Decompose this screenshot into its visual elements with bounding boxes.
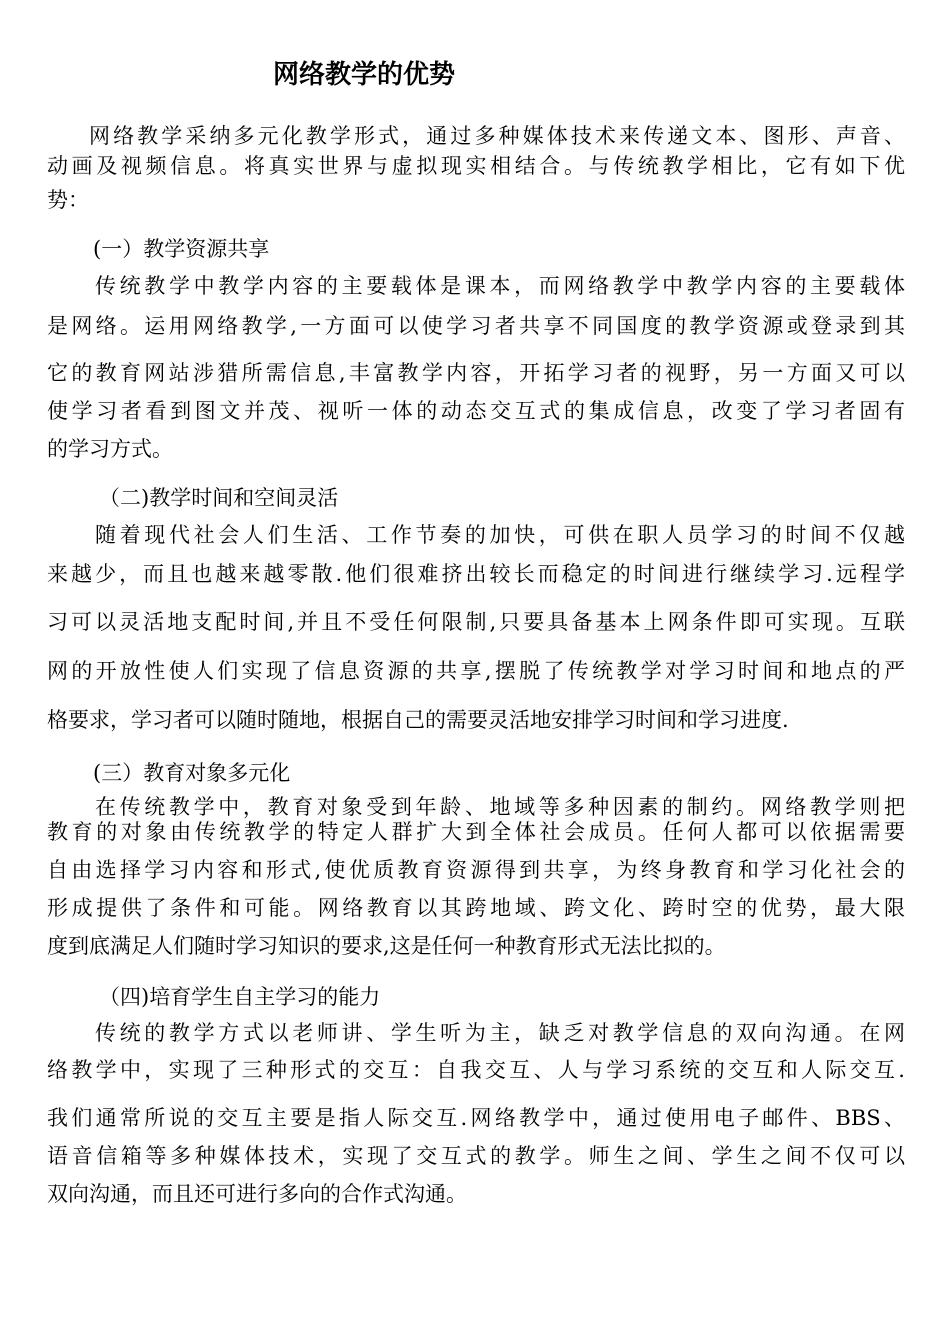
text-line: 它的教育网站涉猎所需信息,丰富教学内容，开拓学习者的视野，另一方面又可以 <box>47 361 905 385</box>
text-line: 度到底满足人们随时学习知识的要求,这是任何一种教育形式无法比拟的。 <box>47 934 726 958</box>
text-line: 传统的教学方式以老师讲、学生听为主，缺乏对教学信息的双向沟通。在网 <box>95 1021 905 1045</box>
text-line: 势： <box>47 188 89 212</box>
text-line: 络教学中，实现了三种形式的交互：自我交互、人与学习系统的交互和人际交互. <box>47 1058 905 1082</box>
page-title: 网络教学的优势 <box>273 60 456 90</box>
text-line: 习可以灵活地支配时间,并且不受任何限制,只要具备基本上网条件即可实现。互联 <box>47 610 905 634</box>
section-heading: （二)教学时间和空间灵活 <box>99 486 339 510</box>
text-line: 是网络。运用网络教学,一方面可以使学习者共享不同国度的教学资源或登录到其 <box>47 314 905 338</box>
text-line: 自由选择学习内容和形式,使优质教育资源得到共享，为终身教育和学习化社会的 <box>47 858 905 882</box>
text-line: 格要求，学习者可以随时随地，根据自己的需要灵活地安排学习时间和学习进度. <box>47 708 789 732</box>
text-line: 动画及视频信息。将真实世界与虚拟现实相结合。与传统教学相比，它有如下优 <box>47 154 905 178</box>
text-line: 我们通常所说的交互主要是指人际交互.网络教学中，通过使用电子邮件、BBS、 <box>47 1106 905 1130</box>
text-line: 语音信箱等多种媒体技术，实现了交互式的教学。师生之间、学生之间不仅可以 <box>47 1144 905 1168</box>
text-line: 双向沟通，而且还可进行多向的合作式沟通。 <box>47 1182 467 1206</box>
text-line: 随着现代社会人们生活、工作节奏的加快，可供在职人员学习的时间不仅越 <box>95 523 905 547</box>
text-line: 网络教学采纳多元化教学形式，通过多种媒体技术来传递文本、图形、声音、 <box>89 124 905 148</box>
text-line: 传统教学中教学内容的主要载体是课本，而网络教学中教学内容的主要载体 <box>95 274 905 298</box>
text-line: 的学习方式。 <box>47 437 173 461</box>
section-heading: (一）教学资源共享 <box>93 237 270 261</box>
section-heading: (三）教育对象多元化 <box>93 761 291 785</box>
text-line: 网的开放性使人们实现了信息资源的共享,摆脱了传统教学对学习时间和地点的严 <box>47 659 905 683</box>
section-heading: （四)培育学生自主学习的能力 <box>99 985 381 1009</box>
text-line: 使学习者看到图文并茂、视听一体的动态交互式的集成信息，改变了学习者固有 <box>47 399 905 423</box>
text-line: 来越少，而且也越来越零散.他们很难挤出较长而稳定的时间进行继续学习.远程学 <box>47 562 905 586</box>
text-line: 教育的对象由传统教学的特定人群扩大到全体社会成员。任何人都可以依据需要 <box>47 820 905 844</box>
text-line: 在传统教学中，教育对象受到年龄、地域等多种因素的制约。网络教学则把 <box>95 795 905 819</box>
text-line: 形成提供了条件和可能。网络教育以其跨地域、跨文化、跨时空的优势，最大限 <box>47 896 905 920</box>
